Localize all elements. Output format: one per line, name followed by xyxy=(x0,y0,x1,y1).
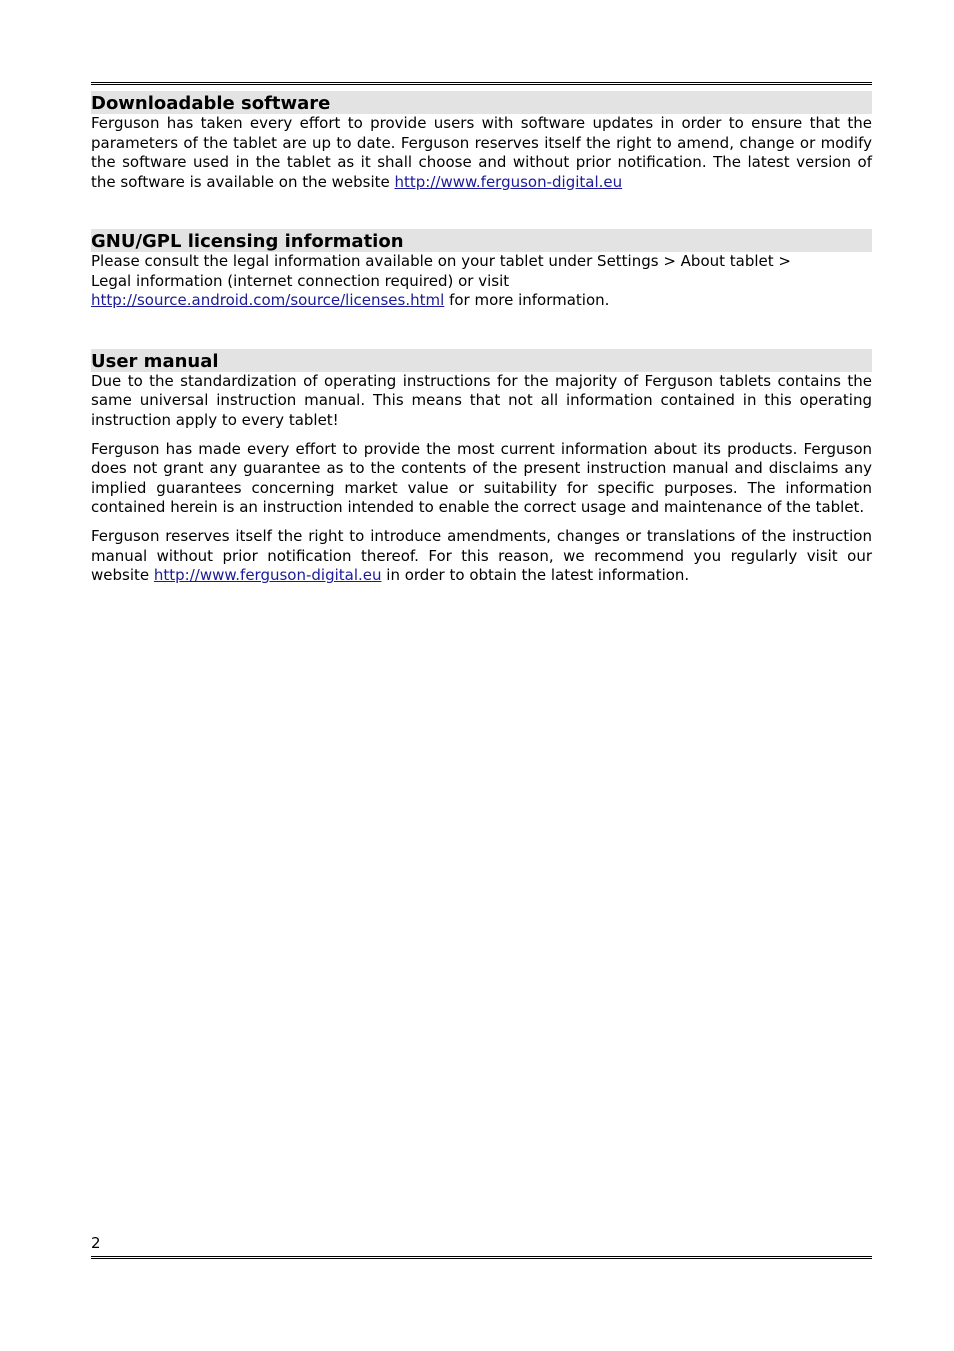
page-number: 2 xyxy=(91,1234,101,1252)
paragraph-text: in order to obtain the latest information. xyxy=(381,566,690,584)
header-rule xyxy=(91,82,872,85)
paragraph-text: Please consult the legal information available on your tablet under Settings > About tablet > xyxy=(91,252,791,270)
paragraph xyxy=(91,527,872,586)
section-user-manual xyxy=(91,349,872,586)
ferguson-website-link[interactable]: http://www.ferguson-digital.eu xyxy=(153,566,382,584)
paragraph xyxy=(91,114,872,192)
paragraph-text: for more information. xyxy=(444,291,610,309)
section-downloadable-software xyxy=(91,91,872,192)
ferguson-website-link[interactable]: http://www.ferguson-digital.eu xyxy=(394,172,623,191)
paragraph: Due to the standardization of operating instructions for the majority of Ferguson tablets contains the same universal instruction manual. This means that not all information contained in this operating instruction apply to every tablet! xyxy=(91,371,872,429)
paragraph-text: Ferguson reserves itself the right to introduce amendments, changes or translations of the instruction manual without prior notification thereof. For this reason, we recommend you regularly visit our website xyxy=(91,527,872,584)
page-content xyxy=(91,91,872,586)
paragraph-text: Legal information (internet connection required) or visit xyxy=(91,271,510,290)
section-heading: Downloadable software xyxy=(91,91,872,114)
footer-rule xyxy=(91,1256,872,1259)
android-licenses-link[interactable]: http://source.android.com/source/licenses.html xyxy=(91,291,445,309)
section-heading: GNU/GPL licensing information xyxy=(91,229,872,252)
paragraph-text: Ferguson has taken every effort to provide users with software updates in order to ensure that the parameters of the tablet are up to date. Ferguson reserves itself the right to amend, change or modify the software used in the tablet as it shall choose and without prior notification. The latest version of the software is available on the website xyxy=(91,114,872,191)
paragraph: Ferguson has made every effort to provide the most current information about its products. Ferguson does not grant any guarantee as to the contents of the present instruction manual and disclaims any implied guarantees concerning market value or suitability for specific purposes. The information contained herein is an instruction intended to enable the correct usage and maintenance of the tablet. xyxy=(91,439,872,516)
paragraph xyxy=(91,252,872,311)
section-heading: User manual xyxy=(91,349,872,372)
section-gpl-licensing xyxy=(91,229,872,311)
